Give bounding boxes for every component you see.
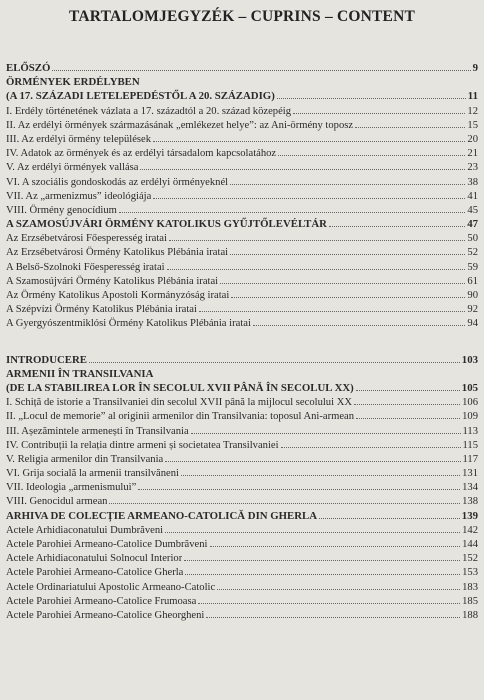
dot-leader bbox=[230, 245, 465, 255]
toc-entry-page: 20 bbox=[467, 133, 478, 145]
toc-entry bbox=[6, 160, 478, 174]
toc-entry-page: 106 bbox=[462, 397, 478, 409]
dot-leader bbox=[206, 608, 460, 618]
dot-leader bbox=[253, 316, 466, 326]
dot-leader bbox=[277, 89, 466, 99]
toc-entry-intro bbox=[6, 353, 478, 367]
toc-entry-label: A Szamosújvári Örmény Katolikus Plébánia iratai bbox=[6, 275, 219, 287]
dot-leader bbox=[165, 523, 460, 533]
toc-entry-page: 61 bbox=[467, 275, 478, 287]
toc-entry-page: 11 bbox=[467, 90, 478, 103]
dot-leader bbox=[293, 104, 465, 114]
toc-entry-label: I. Schiță de istorie a Transilvaniei din secolul XVII până la mijlocul secolului XX bbox=[6, 397, 352, 409]
dot-leader bbox=[198, 594, 460, 604]
toc-entry bbox=[6, 523, 478, 537]
toc-entry bbox=[6, 409, 478, 423]
table-of-contents bbox=[6, 61, 478, 622]
toc-entry bbox=[6, 608, 478, 622]
toc-entry-section-ro bbox=[6, 381, 478, 395]
toc-entry bbox=[6, 551, 478, 565]
toc-entry-page: 139 bbox=[461, 509, 478, 522]
toc-entry-label: II. Az erdélyi örmények származásának „emlékezet helye”: az Ani-örmény toposz bbox=[6, 119, 354, 131]
toc-entry-label: Actele Arhidiaconatului Dumbrăveni bbox=[6, 524, 164, 536]
toc-entry-page: 144 bbox=[462, 539, 478, 550]
toc-entry-label: INTRODUCERE bbox=[6, 353, 87, 366]
toc-entry-page: 188 bbox=[462, 609, 478, 621]
dot-leader bbox=[181, 466, 460, 476]
toc-entry-label: A Gyergyószentmiklósi Örmény Katolikus Plébánia iratai bbox=[6, 318, 251, 330]
toc-entry-label: V. Religia armenilor din Transilvania bbox=[6, 453, 164, 465]
toc-entry bbox=[6, 231, 478, 245]
toc-entry-page: 142 bbox=[462, 524, 478, 536]
toc-entry bbox=[6, 438, 478, 452]
toc-entry-page: 12 bbox=[467, 105, 478, 117]
toc-entry-label: A Belső-Szolnoki Főesperesség iratai bbox=[6, 261, 165, 273]
toc-entry-page: 117 bbox=[462, 453, 478, 465]
dot-leader bbox=[153, 132, 465, 142]
toc-entry-page: 113 bbox=[462, 425, 478, 437]
toc-entry-label: A SZAMOSÚJVÁRI ÖRMÉNY KATOLIKUS GYŰJTŐLEVÉLTÁR bbox=[6, 218, 327, 231]
toc-entry-archive-hu bbox=[6, 217, 478, 231]
toc-entry bbox=[6, 580, 478, 594]
toc-entry-label: Az Erzsébetvárosi Főesperesség iratai bbox=[6, 233, 167, 245]
toc-entry-label: (A 17. SZÁZADI LETELEPEDÉSTŐL A 20. SZÁZADIG) bbox=[6, 90, 275, 103]
toc-entry-label: Az Erzsébetvárosi Örmény Katolikus Plébánia iratai bbox=[6, 247, 229, 259]
dot-leader bbox=[356, 409, 460, 419]
dot-leader bbox=[169, 231, 466, 241]
toc-entry-page: 153 bbox=[462, 567, 478, 579]
toc-entry-label: VIII. Örmény genocídium bbox=[6, 204, 117, 216]
dot-leader bbox=[119, 203, 465, 213]
toc-entry bbox=[6, 466, 478, 480]
toc-entry bbox=[6, 302, 478, 316]
page-title: TARTALOMJEGYZÉK – CUPRINS – CONTENT bbox=[68, 8, 416, 25]
toc-entry bbox=[6, 189, 478, 203]
section-gap bbox=[6, 331, 478, 353]
dot-leader bbox=[217, 580, 460, 590]
toc-entry-label: Actele Arhidiaconatului Solnocul Interior bbox=[6, 553, 183, 565]
toc-entry-label: IV. Adatok az örmények és az erdélyi társadalom kapcsolatához bbox=[6, 148, 277, 160]
toc-entry bbox=[6, 395, 478, 409]
dot-leader bbox=[153, 189, 465, 199]
toc-entry-page: 23 bbox=[467, 162, 478, 174]
toc-entry-page: 185 bbox=[462, 595, 478, 607]
toc-entry bbox=[6, 452, 478, 466]
dot-leader bbox=[140, 160, 465, 170]
toc-entry-label: I. Erdély történetének vázlata a 17. századtól a 20. század közepéig bbox=[6, 105, 292, 117]
toc-entry-label: Actele Parohiei Armeano-Catolice Gheorgheni bbox=[6, 609, 205, 621]
toc-entry-label: III. Az erdélyi örmény települések bbox=[6, 133, 152, 145]
toc-entry-section-hu bbox=[6, 89, 478, 103]
dot-leader bbox=[138, 480, 460, 490]
toc-entry-page: 183 bbox=[462, 581, 478, 593]
dot-leader bbox=[210, 537, 461, 547]
toc-entry-label: VII. Ideologia „armenismului” bbox=[6, 482, 137, 494]
toc-entry bbox=[6, 118, 478, 132]
toc-entry-page: 152 bbox=[462, 553, 478, 565]
toc-entry-page: 131 bbox=[462, 468, 478, 480]
toc-entry-label: VIII. Genocidul armean bbox=[6, 496, 108, 508]
toc-entry-label: Actele Ordinariatului Apostolic Armeano-Catolic bbox=[6, 581, 216, 593]
toc-entry bbox=[6, 146, 478, 160]
toc-entry-label: III. Așezămintele armenești în Transilvania bbox=[6, 425, 189, 437]
dot-leader bbox=[52, 61, 470, 71]
section-title-hu: ÖRMÉNYEK ERDÉLYBEN bbox=[6, 76, 140, 89]
toc-entry bbox=[6, 288, 478, 302]
toc-entry-page: 47 bbox=[467, 218, 478, 231]
dot-leader bbox=[329, 217, 465, 227]
section-title-ro: ARMENII ÎN TRANSILVANIA bbox=[6, 367, 154, 380]
toc-entry bbox=[6, 203, 478, 217]
dot-leader bbox=[354, 395, 460, 405]
dot-leader bbox=[278, 146, 465, 156]
toc-entry-page: 50 bbox=[467, 233, 478, 245]
dot-leader bbox=[355, 118, 465, 128]
toc-entry-page: 105 bbox=[461, 381, 478, 394]
toc-entry bbox=[6, 274, 478, 288]
toc-entry-page: 103 bbox=[461, 353, 478, 366]
toc-entry-page: 59 bbox=[467, 261, 478, 273]
toc-entry bbox=[6, 494, 478, 508]
toc-entry bbox=[6, 175, 478, 189]
toc-entry-label: ELŐSZÓ bbox=[6, 62, 51, 74]
dot-leader bbox=[185, 565, 460, 575]
toc-entry-label: Actele Parohiei Armeano-Catolice Gherla bbox=[6, 567, 184, 579]
toc-entry bbox=[6, 260, 478, 274]
toc-entry-page: 21 bbox=[467, 148, 478, 160]
dot-leader bbox=[89, 353, 460, 363]
dot-leader bbox=[199, 302, 465, 312]
dot-leader bbox=[165, 452, 460, 462]
toc-entry-page: 138 bbox=[462, 496, 478, 508]
toc-entry bbox=[6, 537, 478, 551]
dot-leader bbox=[281, 438, 461, 448]
dot-leader bbox=[319, 509, 460, 519]
toc-entry-label: VII. Az „armenizmus” ideológiája bbox=[6, 190, 152, 202]
toc-entry-preface bbox=[6, 61, 478, 75]
toc-entry-label: VI. A szociális gondoskodás az erdélyi örményeknél bbox=[6, 176, 229, 188]
dot-leader bbox=[356, 381, 460, 391]
dot-leader bbox=[230, 175, 465, 185]
toc-entry bbox=[6, 245, 478, 259]
toc-entry-page: 52 bbox=[467, 247, 478, 259]
toc-entry bbox=[6, 480, 478, 494]
toc-entry-page: 15 bbox=[467, 119, 478, 131]
toc-entry bbox=[6, 132, 478, 146]
toc-entry bbox=[6, 424, 478, 438]
toc-entry-label: Actele Parohiei Armeano-Catolice Dumbrăveni bbox=[6, 539, 208, 550]
toc-entry-archive-ro bbox=[6, 509, 478, 523]
toc-entry-page: 45 bbox=[467, 204, 478, 216]
toc-entry-page: 41 bbox=[467, 190, 478, 202]
dot-leader bbox=[109, 494, 460, 504]
toc-entry-page: 134 bbox=[462, 482, 478, 494]
dot-leader bbox=[167, 260, 466, 270]
toc-entry-label: Az Örmény Katolikus Apostoli Kormányzóság iratai bbox=[6, 290, 230, 301]
dot-leader bbox=[220, 274, 465, 284]
toc-entry-page: 92 bbox=[467, 304, 478, 316]
toc-entry-label: IV. Contribuții la relația dintre armeni și societatea Transilvaniei bbox=[6, 439, 279, 451]
toc-entry bbox=[6, 316, 478, 330]
toc-entry-label: VI. Grija socială la armenii transilvăneni bbox=[6, 468, 179, 480]
dot-leader bbox=[184, 551, 460, 561]
toc-entry-page: 109 bbox=[462, 411, 478, 423]
toc-entry-page: 115 bbox=[462, 439, 478, 451]
toc-entry-label: ARHIVA DE COLECȚIE ARMEANO-CATOLICĂ DIN GHERLA bbox=[6, 509, 318, 522]
toc-entry-page: 9 bbox=[472, 62, 478, 74]
dot-leader bbox=[191, 424, 461, 434]
toc-entry-label: A Szépvízi Örmény Katolikus Plébánia iratai bbox=[6, 304, 197, 316]
toc-entry-page: 94 bbox=[467, 318, 478, 330]
toc-entry bbox=[6, 565, 478, 579]
dot-leader bbox=[231, 288, 465, 298]
toc-entry-page: 90 bbox=[467, 290, 478, 301]
toc-entry-label: V. Az erdélyi örmények vallása bbox=[6, 162, 139, 174]
toc-entry-page: 38 bbox=[467, 176, 478, 188]
toc-entry-label: (DE LA STABILIREA LOR ÎN SECOLUL XVII PÂNĂ ÎN SECOLUL XX) bbox=[6, 381, 354, 394]
toc-entry bbox=[6, 594, 478, 608]
toc-entry bbox=[6, 104, 478, 118]
toc-entry-label: Actele Parohiei Armeano-Catolice Frumoasa bbox=[6, 595, 197, 607]
toc-entry-label: II. „Locul de memorie” al originii armenilor din Transilvania: toposul Ani-armean bbox=[6, 411, 355, 423]
